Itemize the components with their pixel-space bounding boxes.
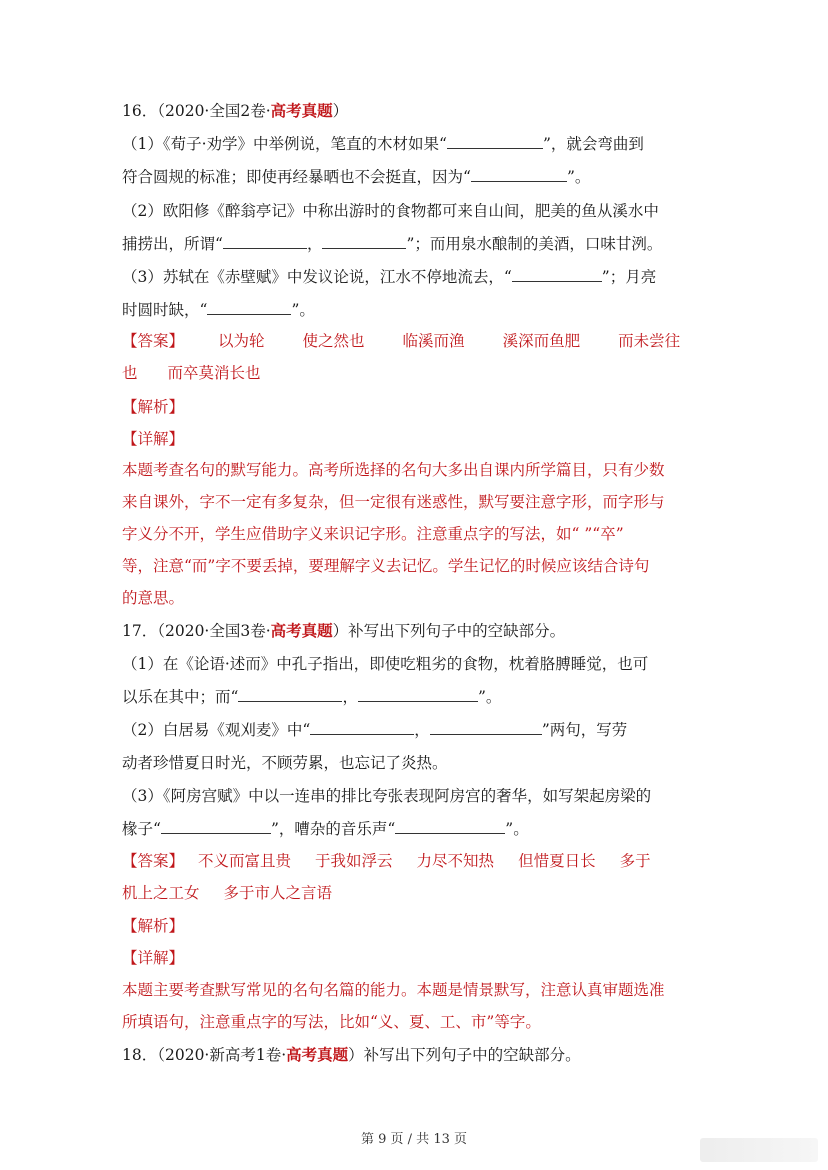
q16-detail-line: 等，注意“而”字不要丢掉，要理解字义去记忆。学生记忆的时候应该结合诗句 bbox=[122, 557, 650, 575]
q17-part1-line1: （1）在《论语·述而》中孔子指出，即使吃粗劣的食物，枕着胳膊睡觉，也可 bbox=[122, 655, 649, 673]
q17-header: 17．（2020·全国3卷·高考真题）补写出下列句子中的空缺部分。 bbox=[122, 621, 566, 640]
q17-part1-line2: 以乐在其中；而“ ， ”。 bbox=[122, 688, 502, 706]
answer-blank bbox=[238, 687, 342, 702]
q17-answer-line1: 【答案】 不义而富且贵 于我如浮云 力尽不知热 但惜夏日长 多于 bbox=[122, 852, 651, 870]
q16-answer-line1: 【答案】 以为轮 使之然也 临溪而渔 溪深而鱼肥 而未尝往 bbox=[122, 332, 681, 350]
q17-detail-line: 本题主要考查默写常见的名句名篇的能力。本题是情景默写，注意认真审题选准 bbox=[122, 981, 665, 999]
page-footer: 第 9 页 / 共 13 页 bbox=[361, 1132, 467, 1147]
q16-analysis-label: 【解析】 bbox=[122, 398, 185, 416]
q16-header: 16．（2020·全国2卷·高考真题） bbox=[122, 101, 349, 120]
answer-blank bbox=[310, 720, 414, 735]
answer-blank bbox=[430, 720, 542, 735]
answer-blank bbox=[223, 234, 307, 249]
answer-blank bbox=[161, 819, 271, 834]
q16-part1-line2: 符合圆规的标准；即使再经暴晒也不会挺直，因为“ ”。 bbox=[122, 168, 591, 186]
q17-part2-line1: （2）白居易《观刈麦》中“ ， ”两句，写劳 bbox=[122, 721, 628, 739]
answer-blank bbox=[512, 267, 602, 282]
q17-answer-line2: 机上之工女 多于市人之言语 bbox=[122, 884, 333, 902]
q17-part3-line2: 椽子“ ”，嘈杂的音乐声“ ”。 bbox=[122, 820, 529, 838]
answer-blank bbox=[447, 134, 543, 149]
q16-part1-line1: （1）《荀子·劝学》中举例说，笔直的木材如果“ ”，就会弯曲到 bbox=[122, 135, 644, 153]
q18-header: 18．（2020·新高考1卷·高考真题）补写出下列句子中的空缺部分。 bbox=[122, 1045, 581, 1064]
q16-detail-line: 本题考查名句的默写能力。高考所选择的名句大多出自课内所学篇目，只有少数 bbox=[122, 461, 665, 479]
q16-detail-label: 【详解】 bbox=[122, 430, 185, 448]
q16-detail-line: 的意思。 bbox=[122, 589, 185, 607]
q16-part3-line1: （3）苏轼在《赤壁赋》中发议论说，江水不停地流去，“ ”；月亮 bbox=[122, 268, 657, 286]
answer-blank bbox=[471, 167, 567, 182]
watermark bbox=[700, 1138, 818, 1162]
q16-detail-line: 来自课外，字不一定有多复杂，但一定很有迷惑性，默写要注意字形，而字形与 bbox=[122, 493, 665, 511]
q16-answer-line2: 也 而卒莫消长也 bbox=[122, 364, 261, 382]
answer-blank bbox=[207, 300, 291, 315]
q16-part2-line2: 捕捞出，所谓“ ， ”；而用泉水酿制的美酒，口味甘洌。 bbox=[122, 235, 663, 253]
answer-blank bbox=[395, 819, 505, 834]
q16-part2-line1: （2）欧阳修《醉翁亭记》中称出游时的食物都可来自山间，肥美的鱼从溪水中 bbox=[122, 202, 659, 220]
q16-detail-line: 字义分不开，学生应借助字义来识记字形。注意重点字的写法，如“ ”“卒” bbox=[122, 525, 624, 543]
q17-detail-line: 所填语句，注意重点字的写法，比如“义、夏、工、市”等字。 bbox=[122, 1013, 541, 1031]
q16-part3-line2: 时圆时缺，“ ”。 bbox=[122, 301, 315, 319]
answer-blank bbox=[358, 687, 478, 702]
answer-blank bbox=[322, 234, 406, 249]
q17-detail-label: 【详解】 bbox=[122, 949, 185, 967]
q17-part2-line2: 动者珍惜夏日时光，不顾劳累，也忘记了炎热。 bbox=[122, 754, 448, 772]
q17-analysis-label: 【解析】 bbox=[122, 917, 185, 935]
q17-part3-line1: （3）《阿房宫赋》中以一连串的排比夸张表现阿房宫的奢华，如写架起房梁的 bbox=[122, 787, 652, 805]
